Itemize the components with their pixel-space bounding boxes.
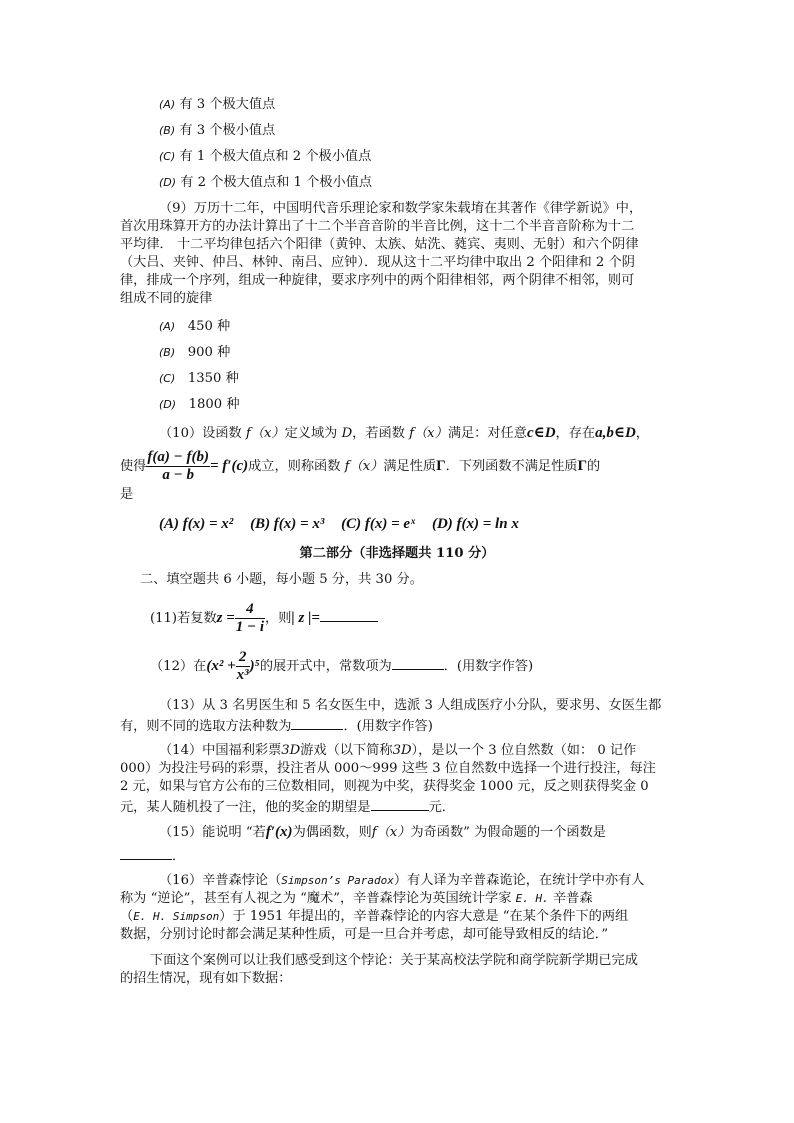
q10-options (159, 515, 519, 534)
q10-option-a: (A) f(x) = x² (159, 516, 234, 532)
q15-answer-blank (120, 845, 172, 860)
q14-line-2: 000）为投注号码的彩票，投注者从 000～999 这些 3 位自然数中选择一个进行投注，每注 (120, 761, 656, 776)
tail-line-1: 下面这个案例可以让我们感受到这个悖论：关于某高校法学院和商学院新学期已完成 (150, 953, 638, 968)
part2-intro: 二、填空题共 6 小题，每小题 5 分，共 30 分。 (140, 572, 423, 587)
q10-line-2: 使得 $\frac{f(a) - f(b)}{a - b}$ = f′(c)成立，则称函数 f（x）满足性质Γ．下列函数不满足性质Γ的 (120, 449, 601, 483)
q12: （12）在(x² + $\frac{2}{\text{x³}}$ )⁵的展开式中，常数项为 ．(用数字作答) (150, 649, 534, 683)
q9-line-4: （大吕、夹钟、仲吕、林钟、南吕、应钟）．现从这十二平均律中取出 2 个阳律和 2 个阴 (120, 255, 635, 270)
tail-line-2: 的招生情况，现有如下数据： (120, 971, 292, 986)
q10-option-b: (B) f(x) = x³ (250, 516, 325, 532)
q13-answer-blank (291, 715, 343, 730)
q9-line-5: 律，排成一个序列，组成一种旋律，要求序列中的两个阳律相邻，两个阴律不相邻，则可 (120, 273, 635, 288)
q10-line-1: （10）设函数 f（x）定义域为 D，若函数 f（x）满足：对任意c∈D，存在a,b∈D， (159, 425, 649, 441)
q8-option-d: (D) 有 2 个极大值点和 1 个极小值点 (159, 175, 373, 190)
q14-answer-blank (371, 796, 429, 811)
q16-line-3: （E. H. Simpson）于 1951 年提出的，辛普森悖论的内容大意是 “在某个条件下的两组 (120, 909, 629, 924)
q10-option-c: (C) f(x) = eˣ (341, 516, 416, 532)
q12-answer-blank (392, 655, 444, 670)
q9-line-6: 组成不同的旋律 (120, 291, 213, 306)
q9-option-b: (B) 900 种 (159, 345, 231, 360)
q15-line-1: （15）能说明 “若f′(x)为偶函数，则f（x）为奇函数” 为假命题的一个函数是 (159, 824, 606, 840)
q13-line-2: 有，则不同的选取方法种数为 ．(用数字作答) (120, 715, 433, 736)
q10-option-d: (D) f(x) = ln x (431, 516, 519, 532)
part2-title: 第二部分（非选择题共 110 分） (299, 546, 495, 561)
q10-line-3: 是 (120, 487, 134, 502)
q13-line-1: （13）从 3 名男医生和 5 名女医生中，选派 3 人组成医疗小分队，要求男、女医生都 (159, 698, 662, 713)
q16-line-1: （16）辛普森悖论（Simpson’s Paradox）有人译为辛普森诡论，在统计学中亦有人 (159, 873, 645, 888)
q14-line-1: （14）中国福利彩票3D游戏（以下简称3D），是以一个 3 位自然数（如： 0 记作 (159, 743, 637, 758)
q14-line-4: 元，某人随机投了一注，他的奖金的期望是 元． (120, 796, 455, 817)
q8-option-b: (B) 有 3 个极小值点 (159, 123, 276, 138)
q11-answer-blank (320, 607, 378, 622)
q9-line-1: （9）万历十二年，中国明代音乐理论家和数学家朱载堉在其著作《律学新说》中， (159, 201, 643, 216)
q11-fraction: $\frac{4}{1 - i}$ (235, 601, 265, 635)
q9-option-d: (D) 1800 种 (159, 397, 240, 412)
q10-fraction: $\frac{f(a) - f(b)}{a - b}$ (147, 449, 209, 483)
q9-option-c: (C) 1350 种 (159, 371, 239, 386)
q15-line-2: ． (120, 845, 185, 866)
q9-option-a: (A) 450 种 (159, 319, 231, 334)
q12-fraction: $\frac{2}{\text{x³}}$ (236, 649, 249, 683)
q14-line-3: 2 元，如果与官方公布的三位数相同，则视为中奖，获得奖金 1000 元，反之则获得奖金 0 (120, 779, 649, 794)
q9-line-2: 首次用珠算开方的办法计算出了十二个半音音阶的半音比例，这十二个半音音阶称为十二 (120, 219, 635, 234)
q11: (11)若复数z = $\frac{4}{1 - i}$ ，则| z |= (150, 598, 378, 639)
q16-line-2: 称为 “逆论”，甚至有人视之为 “魔术”，辛普森悖论为英国统计学家 E. H. 辛普森 (120, 891, 593, 906)
q9-line-3: 平均律． 十二平均律包括六个阳律（黄钟、太族、姑洗、蕤宾、夷则、无射）和六个阴律 (120, 237, 639, 252)
q8-option-a: (A) 有 3 个极大值点 (159, 97, 276, 112)
q16-line-4: 数据，分别讨论时都会满足某种性质，可是一旦合并考虑，却可能导致相反的结论．” (120, 927, 609, 942)
q8-option-c: (C) 有 1 个极大值点和 2 个极小值点 (159, 149, 372, 164)
